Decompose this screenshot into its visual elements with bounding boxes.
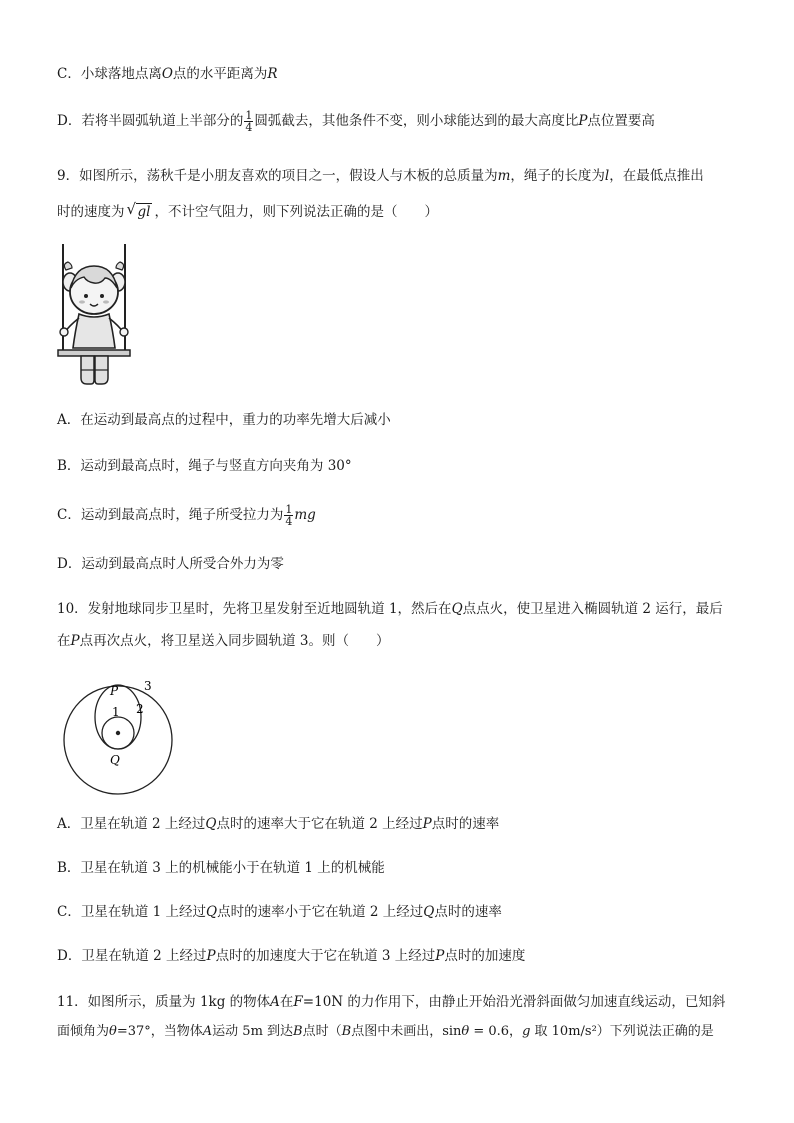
text: 点时的速率大于它在轨道 2 上经过 [216,816,423,832]
var-A: A [202,1024,213,1039]
var-P: P [206,948,216,964]
orbit-diagram [60,676,180,800]
text: ，不计空气阻力，则下列说法正确的是（ ） [154,204,438,220]
earth-dot [116,731,120,735]
var-A: A [270,994,280,1010]
var-Q: Q [451,601,463,617]
var-Q: Q [206,904,218,920]
q9-option-b: B．运动到最高点时，绳子与竖直方向夹角为 30° [57,458,352,474]
text: A．卫星在轨道 2 上经过 [57,816,206,832]
var-R: R [267,66,278,82]
var-theta: θ [109,1024,117,1039]
q9-option-a: A．在运动到最高点的过程中，重力的功率先增大后减小 [57,412,391,428]
text: 10．发射地球同步卫星时，先将卫星发射至近地圆轨道 1，然后在 [57,601,452,617]
var-P: P [422,816,432,832]
label-1: 1 [112,705,120,719]
var-m: m [497,168,511,184]
text: ，绳子的长度为 [510,168,605,184]
text: 点图中未画出，sin [351,1024,462,1039]
q10-option-c [57,902,502,922]
q10-stem-line-2 [57,631,389,651]
q8-option-d [57,110,655,133]
var-P: P [435,948,445,964]
text: C．卫星在轨道 1 上经过 [57,904,207,920]
q9-option-c [57,504,316,527]
text: ，在最低点推出 [609,168,704,184]
swing-seat [58,350,130,356]
numerator: 1 [245,109,253,122]
text: 点时的速率小于它在轨道 2 上经过 [217,904,424,920]
text: 11．如图所示，质量为 1kg 的物体 [57,994,271,1010]
denominator: 4 [285,515,293,528]
var-g: g [522,1024,531,1039]
text: D．若将半圆弧轨道上半部分的 [57,113,244,129]
label-2: 2 [136,702,144,716]
text: 在 [57,633,71,649]
label-Q: Q [110,753,120,767]
var-Q: Q [205,816,217,832]
text: =10N 的力作用下，由静止开始沿光滑斜面做匀加速直线运动，已知斜 [302,994,726,1010]
dress [73,314,115,348]
q10-stem-line-1 [57,599,723,619]
text: 取 10m/s²）下列说法正确的是 [530,1024,714,1039]
text: 点的水平距离为 [172,66,268,82]
text: = 0.6， [469,1024,523,1039]
text: C．运动到最高点时，绳子所受拉力为 [57,507,284,523]
text: 点时的加速度 [444,948,526,964]
label-P: P [110,684,119,698]
text: 点时的加速度大于它在轨道 3 上经过 [215,948,436,964]
var-P: P [70,633,80,649]
q9-option-d: D．运动到最高点时人所受合外力为零 [57,556,284,572]
text: C．小球落地点离 [57,66,162,82]
text: 点时（ [302,1024,342,1039]
q8-option-c [57,64,278,84]
fraction-one-quarter [284,504,293,527]
text: 点点火，使卫星进入椭圆轨道 2 运行，最后 [462,601,723,617]
text: 面倾角为 [57,1024,110,1039]
text: 点时的速率 [431,816,500,832]
q10-option-d [57,946,525,966]
fraction-one-quarter [244,110,253,133]
text: 点再次点火，将卫星送入同步圆轨道 3。则（ ） [79,633,390,649]
var-Q: Q [423,904,435,920]
denominator: 4 [245,121,253,134]
q10-option-b: B．卫星在轨道 3 上的机械能小于在轨道 1 上的机械能 [57,860,385,876]
q10-option-a [57,814,499,834]
var-B: B [293,1024,303,1039]
text: 9．如图所示，荡秋千是小朋友喜欢的项目之一，假设人与木板的总质量为 [57,168,498,184]
q11-stem-line-1 [57,992,725,1012]
radicand: gl [137,204,151,220]
numerator: 1 [285,503,293,516]
q11-stem-line-2 [57,1022,714,1042]
orbit-3-circle [64,686,172,794]
swing-girl-figure [55,244,135,386]
label-3: 3 [144,679,152,693]
text: =37°，当物体 [116,1024,203,1039]
text: 点时的速率 [434,904,502,920]
var-F: F [293,994,303,1010]
text: D．卫星在轨道 2 上经过 [57,948,207,964]
var-theta: θ [461,1024,470,1039]
var-l: l [604,168,610,184]
var-mg: mg [294,507,316,523]
text: 运动 5m 到达 [212,1024,294,1039]
var-B: B [341,1024,352,1039]
q9-stem-line-2 [57,202,438,222]
text: 在 [279,994,294,1010]
q9-stem-line-1 [57,166,704,186]
sqrt-expression: √ gl [126,200,151,220]
text: 点位置要高 [587,113,655,129]
var-O: O [161,66,173,82]
text: 时的速度为 [57,204,125,220]
var-P: P [578,113,588,129]
text: 圆弧截去，其他条件不变，则小球能达到的最大高度比 [254,113,579,129]
